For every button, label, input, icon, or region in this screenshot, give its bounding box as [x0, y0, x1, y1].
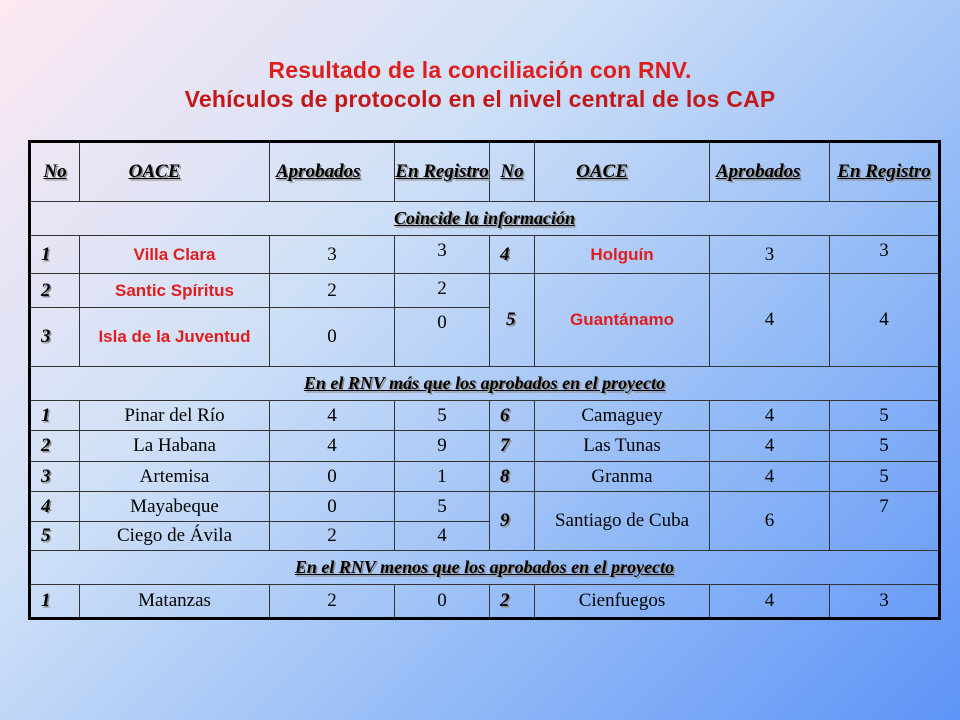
- row-oace: Mayabeque: [80, 492, 270, 522]
- row-no: 5: [30, 522, 80, 551]
- row-aprobados: 2: [270, 522, 395, 551]
- row-no: 1: [30, 236, 80, 274]
- row-aprobados: 3: [270, 236, 395, 274]
- row-aprobados: 4: [270, 431, 395, 462]
- row-oace: Guantánamo: [535, 274, 710, 367]
- header-oace: OACE: [80, 142, 270, 202]
- title-line-2: Vehículos de protocolo en el nivel central de los CAP: [184, 86, 776, 112]
- header-en-registro: En Registro: [830, 142, 940, 202]
- row-en-registro: 2: [395, 274, 490, 308]
- table-row: [30, 492, 940, 522]
- row-en-registro: 1: [395, 462, 490, 492]
- row-oace: Santic Spíritus: [80, 274, 270, 308]
- row-no: 2: [30, 274, 80, 308]
- row-en-registro: 0: [395, 585, 490, 619]
- row-en-registro: 0: [395, 308, 490, 367]
- row-aprobados: 0: [270, 492, 395, 522]
- section-label: En el RNV menos que los aprobados en el proyecto: [30, 551, 940, 585]
- header-row: [30, 142, 940, 202]
- row-aprobados: 4: [710, 462, 830, 492]
- header-en-registro: En Registro: [395, 142, 490, 202]
- row-oace: Santiago de Cuba: [535, 492, 710, 551]
- row-aprobados: 4: [710, 401, 830, 431]
- section-header: [30, 367, 940, 401]
- row-no: 8: [490, 462, 535, 492]
- row-en-registro: 4: [395, 522, 490, 551]
- row-no: 4: [490, 236, 535, 274]
- row-aprobados: 4: [710, 274, 830, 367]
- section-label: En el RNV más que los aprobados en el proyecto: [30, 367, 940, 401]
- row-no: 9: [490, 492, 535, 551]
- row-aprobados: 6: [710, 492, 830, 551]
- row-oace: Isla de la Juventud: [80, 308, 270, 367]
- row-no: 4: [30, 492, 80, 522]
- row-aprobados: 4: [270, 401, 395, 431]
- row-en-registro: 4: [830, 274, 940, 367]
- header-no: No: [490, 142, 535, 202]
- section-header: [30, 202, 940, 236]
- table-row: [30, 431, 940, 462]
- table-row: [30, 462, 940, 492]
- row-aprobados: 0: [270, 462, 395, 492]
- row-en-registro: 5: [395, 401, 490, 431]
- row-en-registro: 9: [395, 431, 490, 462]
- row-aprobados: 4: [710, 585, 830, 619]
- conciliation-table: [28, 140, 941, 620]
- title-line-1: Resultado de la conciliación con RNV.: [268, 57, 692, 83]
- row-oace: Ciego de Ávila: [80, 522, 270, 551]
- row-oace: Las Tunas: [535, 431, 710, 462]
- row-aprobados: 4: [710, 431, 830, 462]
- table-row: [30, 401, 940, 431]
- table-row: [30, 585, 940, 619]
- table-row: [30, 236, 940, 274]
- row-no: 7: [490, 431, 535, 462]
- row-no: 5: [490, 274, 535, 367]
- row-oace: Pinar del Río: [80, 401, 270, 431]
- row-oace: Granma: [535, 462, 710, 492]
- row-en-registro: 5: [830, 431, 940, 462]
- row-oace: Artemisa: [80, 462, 270, 492]
- row-oace: Camaguey: [535, 401, 710, 431]
- header-oace: OACE: [535, 142, 710, 202]
- row-en-registro: 5: [395, 492, 490, 522]
- header-aprobados: Aprobados: [710, 142, 830, 202]
- header-no: No: [30, 142, 80, 202]
- row-en-registro: 5: [830, 462, 940, 492]
- row-oace: Holguín: [535, 236, 710, 274]
- section-header: [30, 551, 940, 585]
- row-no: 2: [490, 585, 535, 619]
- row-oace: La Habana: [80, 431, 270, 462]
- row-en-registro: 3: [830, 236, 940, 274]
- row-oace: Matanzas: [80, 585, 270, 619]
- header-aprobados: Aprobados: [270, 142, 395, 202]
- row-no: 3: [30, 462, 80, 492]
- row-aprobados: 3: [710, 236, 830, 274]
- row-en-registro: 7: [830, 492, 940, 551]
- section-label: Coincide la información: [30, 202, 940, 236]
- row-no: 1: [30, 401, 80, 431]
- row-no: 1: [30, 585, 80, 619]
- row-no: 3: [30, 308, 80, 367]
- row-aprobados: 2: [270, 585, 395, 619]
- row-no: 2: [30, 431, 80, 462]
- row-oace: Cienfuegos: [535, 585, 710, 619]
- row-aprobados: 2: [270, 274, 395, 308]
- table-row: [30, 274, 940, 308]
- row-aprobados: 0: [270, 308, 395, 367]
- row-no: 6: [490, 401, 535, 431]
- row-oace: Villa Clara: [80, 236, 270, 274]
- row-en-registro: 3: [830, 585, 940, 619]
- row-en-registro: 5: [830, 401, 940, 431]
- row-en-registro: 3: [395, 236, 490, 274]
